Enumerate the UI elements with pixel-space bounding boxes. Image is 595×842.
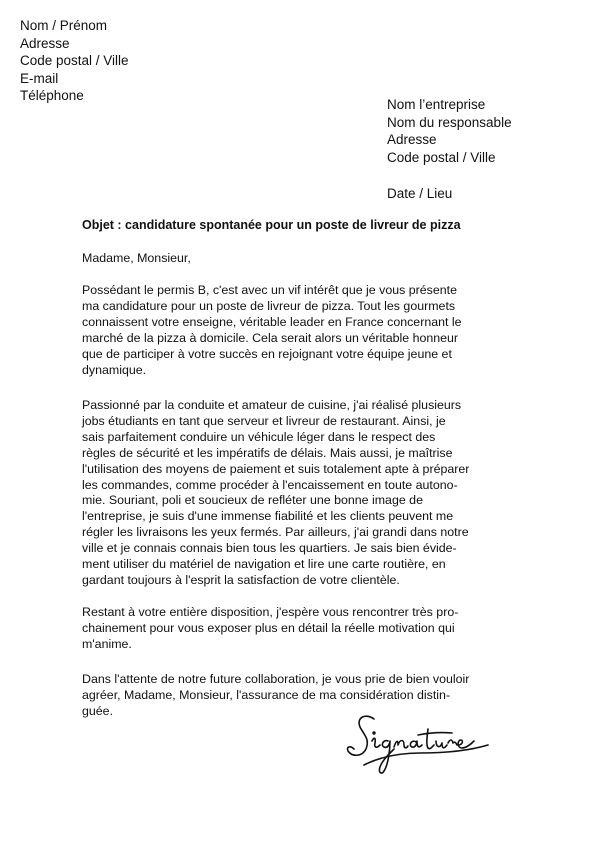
paragraph-line: que de participer à votre succès en rejoignant votre équipe jeune et	[82, 346, 452, 361]
paragraph-line: agréer, Madame, Monsieur, l'assurance de ma considération distin-	[82, 687, 451, 702]
paragraph-line: sais parfaitement conduire un véhicule léger dans le respect des	[82, 429, 436, 444]
recipient-company: Nom l’entreprise	[387, 97, 486, 112]
paragraph-availability	[82, 605, 507, 653]
paragraph-line: marché de la pizza à domicile. Cela serait alors un véritable honneur	[82, 330, 459, 345]
paragraph-line: mie. Souriant, poli et soucieux de refléter une bonne image de	[82, 493, 423, 508]
paragraph-line: chainement pour vous exposer plus en détail la réelle motivation qui	[82, 620, 455, 635]
paragraph-line: l'utilisation des moyens de paiement et suis totalement apte à préparer	[82, 461, 470, 476]
paragraph-line: jobs étudiants en tant que serveur et livreur de restaurant. Ainsi, je	[82, 413, 446, 428]
paragraph-line: Passionné par la conduite et amateur de cuisine, j'ai réalisé plusieurs	[82, 398, 462, 412]
paragraph-line: règles de sécurité et les impératifs de délais. Mais aussi, je maîtrise	[82, 445, 453, 460]
paragraph-line: ville et je connais connais bien tous les quartiers. Je sais bien évide-	[82, 541, 457, 556]
paragraph-line: m'anime.	[82, 636, 132, 651]
date-place: Date / Lieu	[387, 186, 453, 201]
greeting: Madame, Monsieur,	[82, 251, 191, 265]
recipient-block	[387, 96, 512, 166]
paragraph-line: connaissent votre enseigne, véritable leader en France concernant le	[82, 314, 462, 329]
paragraph-line: ment utiliser du matériel de navigation et lire une carte routière, en	[82, 557, 446, 572]
paragraph-line: l'entreprise, je suis d'une immense fiabilité et les clients peuvent me	[82, 509, 454, 524]
sender-email: E-mail	[20, 70, 59, 86]
paragraph-line: Restant à votre entière disposition, j'espère vous rencontrer très pro-	[82, 605, 459, 619]
handwritten-signature	[340, 705, 500, 785]
paragraph-line: guée.	[82, 703, 114, 718]
recipient-postal-city: Code postal / Ville	[387, 149, 496, 165]
sender-phone: Téléphone	[20, 88, 84, 103]
paragraph-intro	[82, 283, 507, 378]
paragraph-line: Possédant le permis B, c'est avec un vif intérêt que je vous présente	[82, 283, 457, 297]
paragraph-line: dynamique.	[82, 362, 147, 377]
paragraph-experience	[82, 398, 507, 589]
paragraph-line: gardant toujours à l'esprit la satisfaction de votre clientèle.	[82, 572, 400, 587]
sender-name: Nom / Prénom	[20, 18, 108, 33]
paragraph-line: Dans l'attente de notre future collaboration, je vous prie de bien vouloir	[82, 672, 470, 686]
sender-postal-city: Code postal / Ville	[20, 53, 129, 68]
paragraph-line: ma candidature pour un poste de livreur de pizza. Tout les gourmets	[82, 298, 456, 313]
recipient-address: Adresse	[387, 132, 437, 147]
sender-address: Adresse	[20, 35, 70, 51]
recipient-manager: Nom du responsable	[387, 114, 512, 130]
letter-subject: Objet : candidature spontanée pour un poste de livreur de pizza	[82, 218, 461, 232]
paragraph-line: régler les livraisons les yeux fermés. Par ailleurs, j'ai grandi dans notre	[82, 525, 469, 540]
paragraph-line: les commandes, comme procéder à l'encaissement en toute autono-	[82, 477, 458, 492]
sender-block	[20, 17, 129, 105]
